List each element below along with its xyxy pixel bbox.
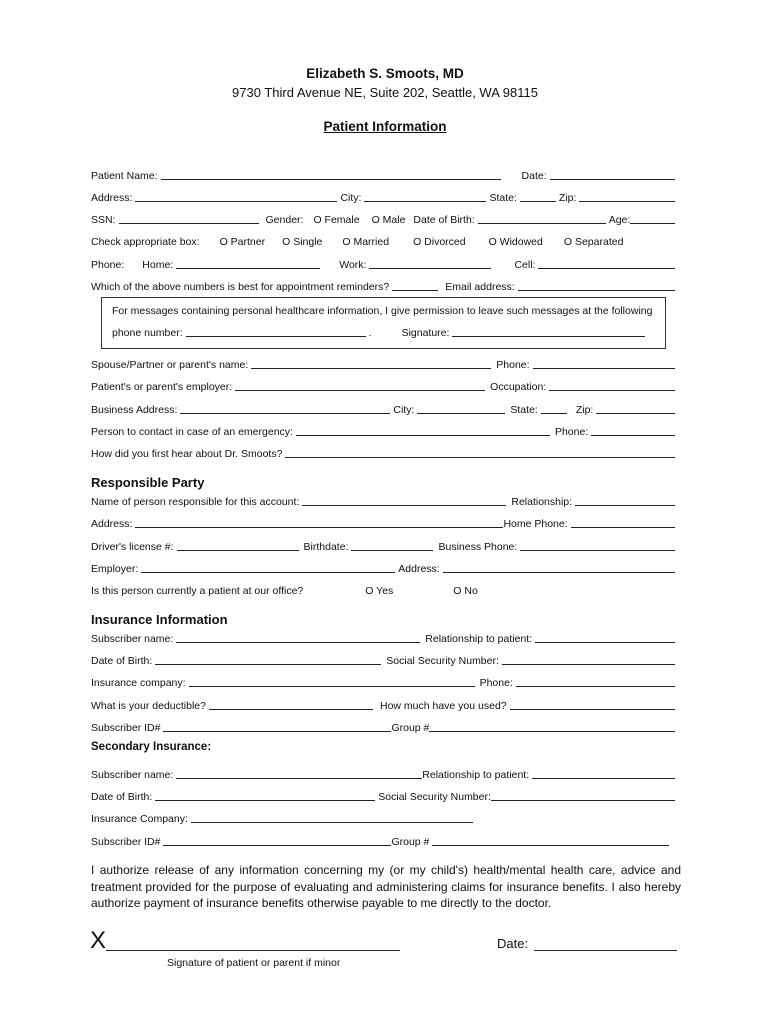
responsible-home-phone-field[interactable]: [571, 527, 675, 528]
responsible-party-heading: Responsible Party: [91, 475, 205, 490]
signature-caption: Signature of patient or parent if minor: [167, 957, 341, 969]
row-consent-phone: [112, 323, 648, 339]
insurance-subscriber-field[interactable]: [176, 642, 420, 643]
work-phone-field[interactable]: [369, 268, 491, 269]
employer-label: Patient's or parent's employer:: [91, 381, 233, 393]
business-address-label: Business Address:: [91, 404, 178, 416]
status-divorced-option[interactable]: O Divorced: [413, 236, 466, 248]
business-state-label: State:: [510, 404, 538, 416]
spouse-field[interactable]: [251, 368, 491, 369]
phone-label: Phone:: [91, 259, 125, 271]
row-insurance-dob: [91, 651, 678, 667]
birthdate-field[interactable]: [351, 550, 433, 551]
row-patient-name: [91, 166, 678, 182]
patient-name-field[interactable]: [161, 179, 501, 180]
signature-date-label: Date:: [497, 936, 529, 951]
drivers-license-label: Driver's license #:: [91, 541, 174, 553]
row-responsible-name: [91, 492, 678, 508]
row-current-patient: [91, 581, 678, 597]
business-state-field[interactable]: [541, 413, 567, 414]
secondary-company-label: Insurance Company:: [91, 813, 188, 825]
responsible-address-label: Address:: [91, 518, 133, 530]
row-address: [91, 188, 678, 204]
insurance-dob-field[interactable]: [155, 664, 381, 665]
secondary-relationship-label: Relationship to patient:: [422, 769, 530, 781]
city-label: City:: [340, 192, 362, 204]
referral-label: How did you first hear about Dr. Smoots?: [91, 448, 283, 460]
row-responsible-employer: [91, 559, 678, 575]
secondary-dob-field[interactable]: [155, 800, 375, 801]
responsible-name-field[interactable]: [302, 505, 506, 506]
spouse-label: Spouse/Partner or parent's name:: [91, 359, 249, 371]
deductible-used-label: How much have you used?: [379, 700, 507, 712]
insurance-subscriber-label: Subscriber name:: [91, 633, 174, 645]
secondary-subscriber-id-field[interactable]: [163, 845, 391, 846]
row-secondary-subscriber: [91, 765, 678, 781]
row-consent-text: [112, 301, 654, 317]
secondary-subscriber-id-label: Subscriber ID#: [91, 836, 161, 848]
responsible-employer-label: Employer:: [91, 563, 139, 575]
secondary-relationship-field[interactable]: [532, 778, 675, 779]
insurance-group-field[interactable]: [429, 731, 675, 732]
consent-text: For messages containing personal healthcare information, I give permission to leave such messages at the following: [112, 305, 653, 317]
secondary-insurance-heading: Secondary Insurance:: [91, 741, 212, 753]
doctor-name: Elizabeth S. Smoots, MD: [306, 66, 464, 81]
patient-signature-field[interactable]: [106, 950, 400, 951]
zip-label: Zip:: [558, 192, 577, 204]
occupation-label: Occupation:: [490, 381, 547, 393]
cell-phone-field[interactable]: [538, 268, 675, 269]
email-field[interactable]: [518, 290, 675, 291]
row-insurance-company: [91, 673, 678, 689]
gender-female-option[interactable]: O Female: [313, 214, 360, 226]
check-box-label: Check appropriate box:: [91, 236, 200, 248]
emergency-field[interactable]: [296, 435, 550, 436]
status-married-option[interactable]: O Married: [342, 236, 390, 248]
row-referral: [91, 444, 678, 460]
authorization-statement: I authorize release of any information concerning my (or my child's) health/mental health care, advice and treatment provided for the purpose of evaluating and administering claims for insurance benefits. I also hereby authorize payment of insurance benefits otherwise payable to me directly to the doctor.: [91, 863, 681, 910]
insurance-group-label: Group #: [391, 722, 430, 734]
row-emergency: [91, 422, 678, 438]
secondary-subscriber-label: Subscriber name:: [91, 769, 174, 781]
status-widowed-option[interactable]: O Widowed: [488, 236, 543, 248]
address-field[interactable]: [135, 201, 337, 202]
dob-field[interactable]: [478, 223, 606, 224]
business-phone-field[interactable]: [520, 550, 675, 551]
city-field[interactable]: [364, 201, 486, 202]
gender-male-option[interactable]: O Male: [371, 214, 406, 226]
emergency-phone-field[interactable]: [591, 435, 675, 436]
row-responsible-address: [91, 514, 678, 530]
referral-field[interactable]: [285, 457, 675, 458]
row-insurance-deductible: [91, 696, 678, 712]
birthdate-label: Birthdate:: [303, 541, 349, 553]
patient-name-label: Patient Name:: [91, 170, 158, 182]
responsible-name-label: Name of person responsible for this account:: [91, 496, 300, 508]
responsible-employer-address-field[interactable]: [443, 572, 675, 573]
secondary-ssn-field[interactable]: [491, 800, 675, 801]
row-responsible-license: [91, 537, 678, 553]
work-phone-label: Work:: [339, 259, 367, 271]
gender-label: Gender:: [265, 214, 304, 226]
dob-label: Date of Birth:: [413, 214, 475, 226]
spouse-phone-field[interactable]: [533, 368, 675, 369]
consent-signature-field[interactable]: [452, 336, 645, 337]
emergency-phone-label: Phone:: [554, 426, 589, 438]
deductible-field[interactable]: [209, 709, 373, 710]
row-secondary-company: [91, 809, 476, 825]
secondary-group-label: Group #: [391, 836, 430, 848]
responsible-relationship-label: Relationship:: [511, 496, 573, 508]
ssn-label: SSN:: [91, 214, 116, 226]
insurance-phone-label: Phone:: [479, 677, 513, 689]
ssn-field[interactable]: [119, 223, 259, 224]
business-phone-label: Business Phone:: [438, 541, 518, 553]
insurance-subscriber-id-label: Subscriber ID#: [91, 722, 161, 734]
age-field[interactable]: [630, 223, 675, 224]
row-business-address: [91, 400, 678, 416]
insurance-relationship-field[interactable]: [535, 642, 675, 643]
employer-field[interactable]: [235, 390, 485, 391]
deductible-used-field[interactable]: [510, 709, 675, 710]
secondary-subscriber-field[interactable]: [176, 778, 422, 779]
business-address-field[interactable]: [180, 413, 390, 414]
drivers-license-field[interactable]: [177, 550, 299, 551]
address-label: Address:: [91, 192, 133, 204]
row-insurance-subscriber-id: [91, 718, 678, 734]
responsible-employer-field[interactable]: [141, 572, 395, 573]
insurance-ssn-label: Social Security Number:: [386, 655, 499, 667]
responsible-relationship-field[interactable]: [575, 505, 675, 506]
current-patient-label: Is this person currently a patient at our office?: [91, 585, 304, 597]
consent-period: .: [368, 327, 372, 339]
row-secondary-subscriber-id: [91, 832, 672, 848]
row-secondary-dob: [91, 787, 678, 803]
zip-field[interactable]: [579, 201, 675, 202]
status-single-option[interactable]: O Single: [282, 236, 323, 248]
reminders-field[interactable]: [392, 290, 438, 291]
spouse-phone-label: Phone:: [496, 359, 530, 371]
signature-date-field[interactable]: [534, 950, 677, 951]
cell-phone-label: Cell:: [514, 259, 536, 271]
insurance-relationship-label: Relationship to patient:: [425, 633, 533, 645]
form-title: Patient Information: [323, 119, 447, 134]
secondary-company-field[interactable]: [191, 822, 473, 823]
row-marital-status: [91, 232, 678, 248]
business-city-label: City:: [393, 404, 415, 416]
row-reminders: [91, 277, 678, 293]
insurance-information-heading: Insurance Information: [91, 612, 228, 627]
business-city-field[interactable]: [417, 413, 505, 414]
responsible-home-phone-label: Home Phone:: [503, 518, 568, 530]
state-field[interactable]: [520, 201, 556, 202]
occupation-field[interactable]: [549, 390, 675, 391]
practice-address: 9730 Third Avenue NE, Suite 202, Seattle, WA 98115: [232, 85, 538, 100]
reminders-label: Which of the above numbers is best for appointment reminders?: [91, 281, 390, 293]
signature-x-mark: X: [90, 927, 107, 954]
responsible-address-field[interactable]: [135, 527, 503, 528]
current-patient-no-option[interactable]: O No: [453, 585, 478, 597]
row-employer: [91, 377, 678, 393]
consent-signature-label: Signature:: [401, 327, 450, 339]
row-phone: [91, 255, 678, 271]
state-label: State:: [489, 192, 517, 204]
email-label: Email address:: [445, 281, 515, 293]
home-phone-label: Home:: [142, 259, 174, 271]
date-label: Date:: [521, 170, 547, 182]
consent-phone-label: phone number:: [112, 327, 183, 339]
status-partner-option[interactable]: O Partner: [219, 236, 266, 248]
secondary-dob-label: Date of Birth:: [91, 791, 153, 803]
home-phone-field[interactable]: [176, 268, 320, 269]
row-insurance-subscriber: [91, 629, 678, 645]
insurance-company-field[interactable]: [189, 686, 475, 687]
date-field[interactable]: [550, 179, 675, 180]
secondary-group-field[interactable]: [432, 845, 669, 846]
insurance-ssn-field[interactable]: [502, 664, 675, 665]
insurance-subscriber-id-field[interactable]: [163, 731, 391, 732]
business-zip-field[interactable]: [596, 413, 675, 414]
responsible-employer-address-label: Address:: [398, 563, 440, 575]
row-spouse: [91, 355, 678, 371]
age-label: Age:: [608, 214, 631, 226]
consent-phone-field[interactable]: [186, 336, 366, 337]
insurance-dob-label: Date of Birth:: [91, 655, 153, 667]
status-separated-option[interactable]: O Separated: [563, 236, 624, 248]
deductible-label: What is your deductible?: [91, 700, 206, 712]
secondary-ssn-label: Social Security Number:: [378, 791, 491, 803]
insurance-company-label: Insurance company:: [91, 677, 186, 689]
current-patient-yes-option[interactable]: O Yes: [365, 585, 394, 597]
business-zip-label: Zip:: [575, 404, 594, 416]
emergency-label: Person to contact in case of an emergency:: [91, 426, 293, 438]
insurance-phone-field[interactable]: [516, 686, 675, 687]
row-ssn: [91, 210, 678, 226]
